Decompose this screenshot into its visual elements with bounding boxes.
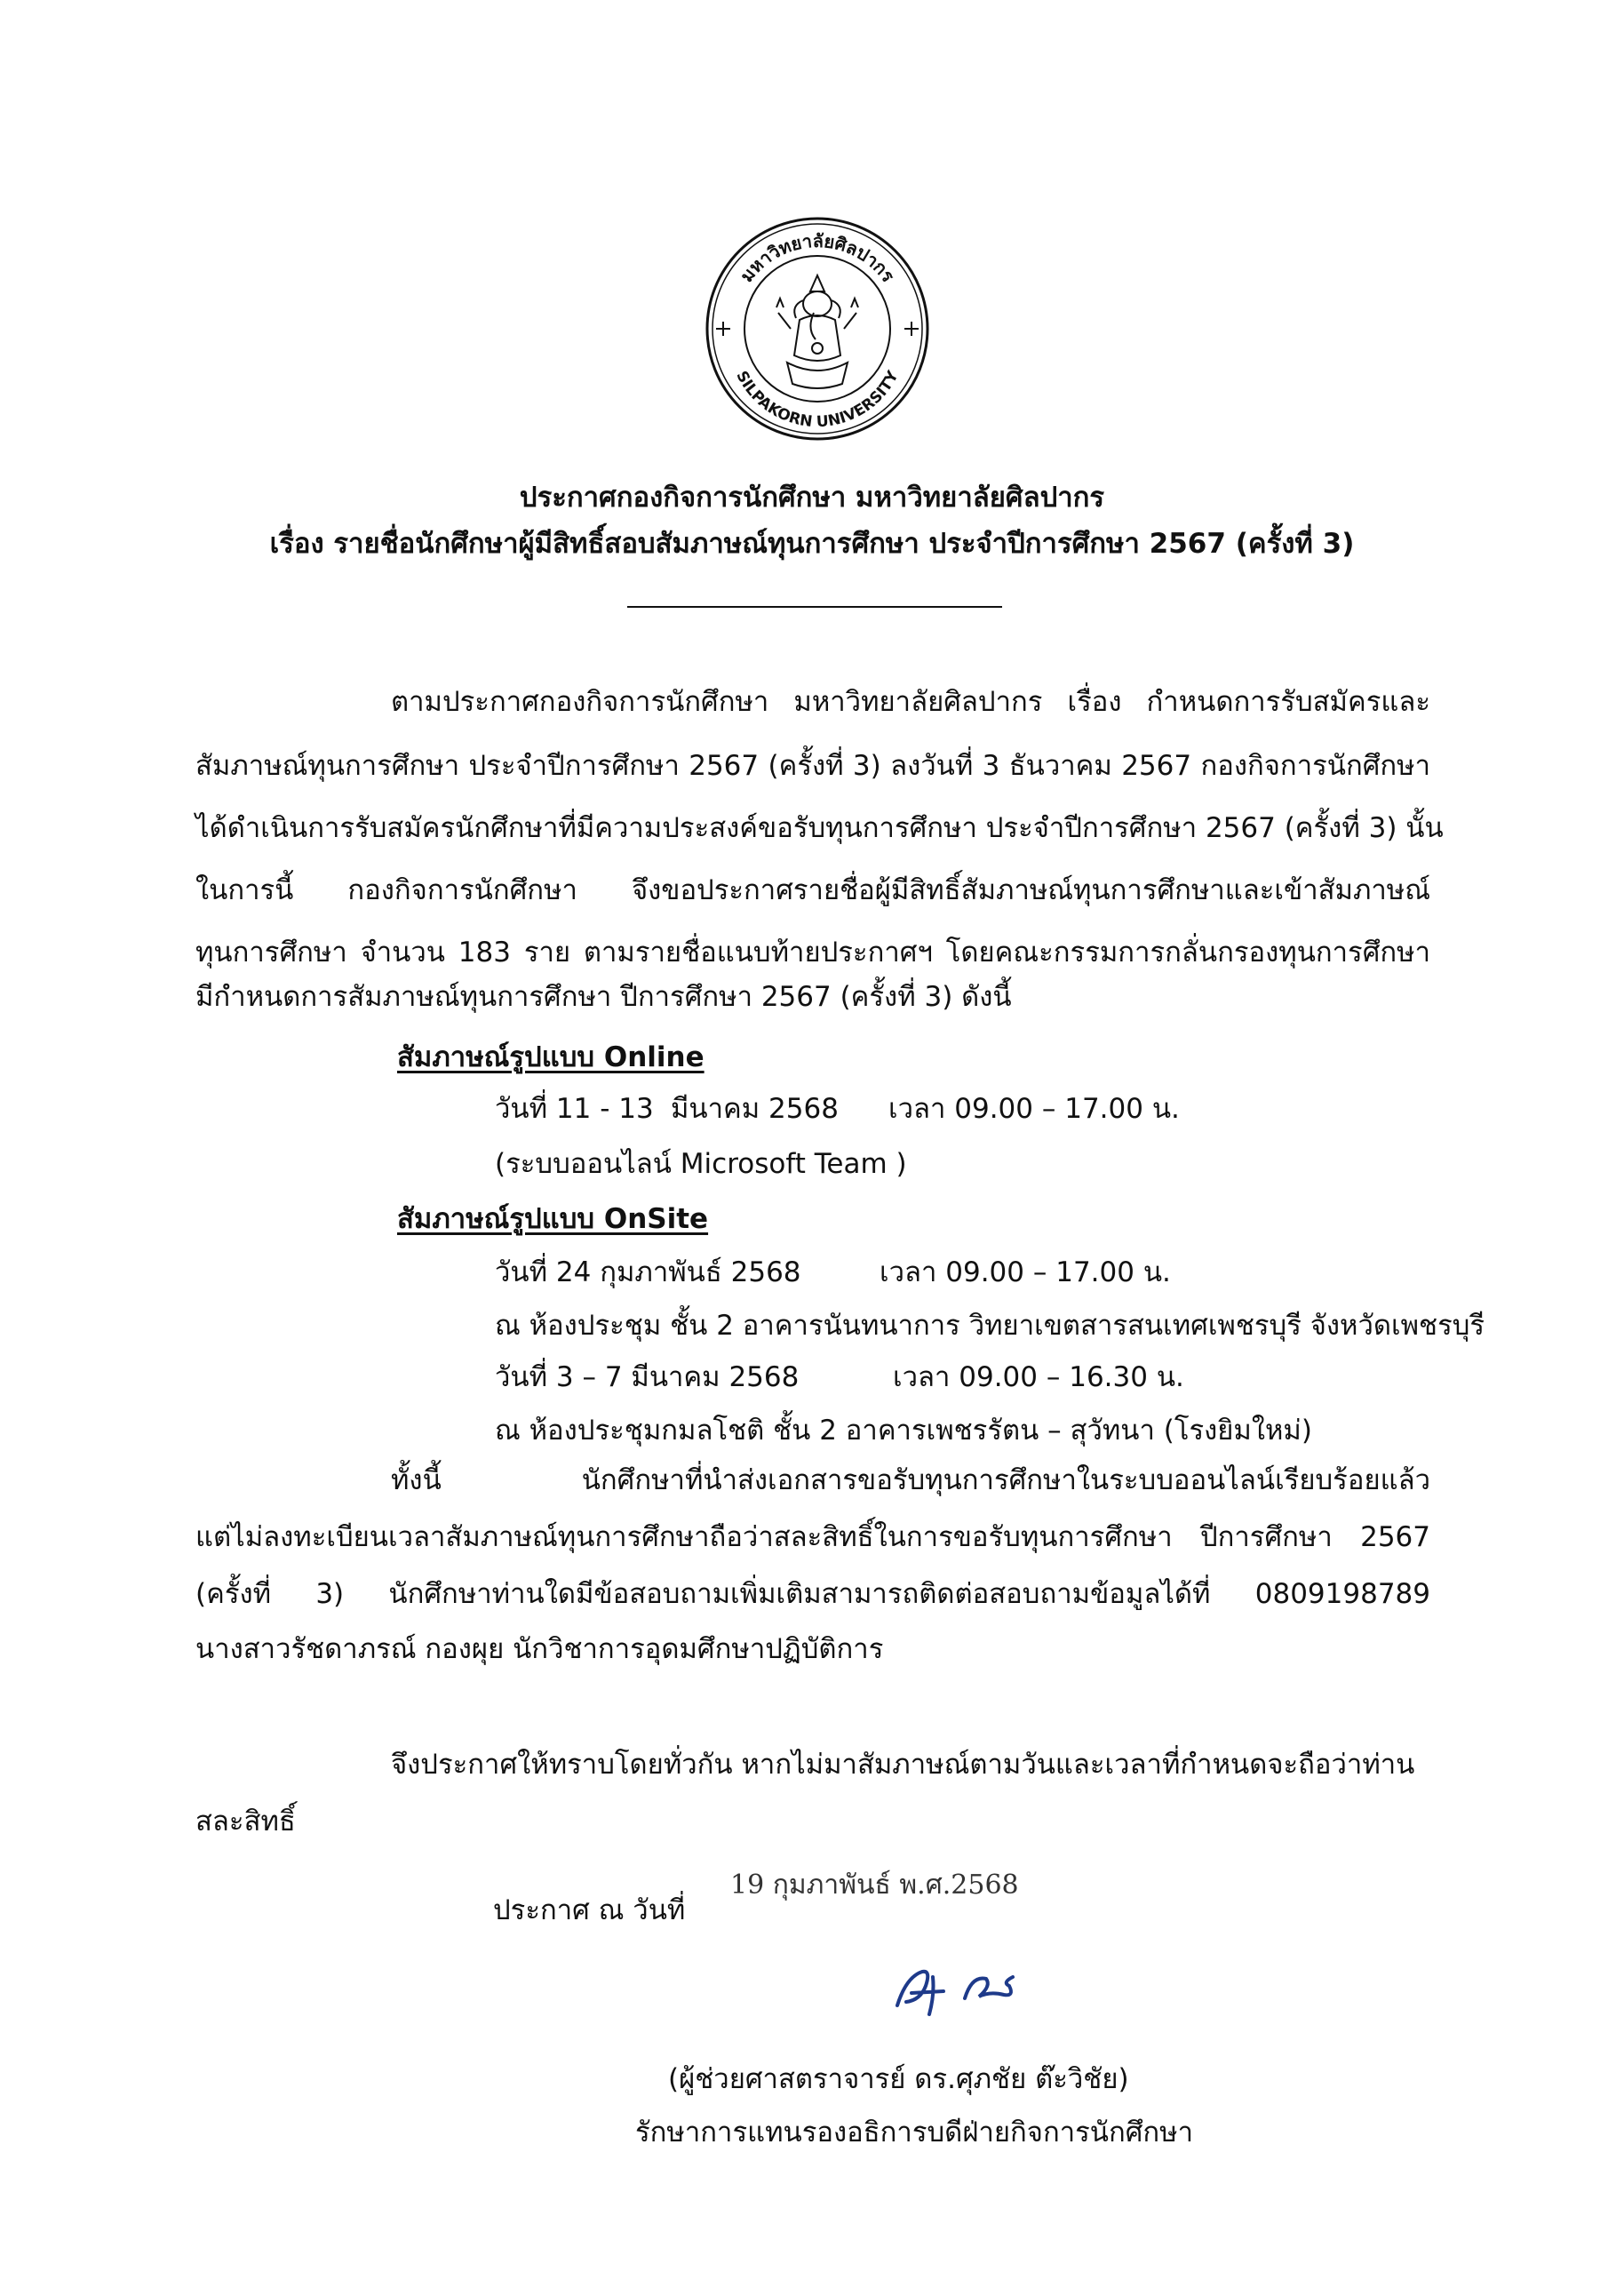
signatory-position: รักษาการแทนรองอธิการบดีฝ่ายกิจการนักศึกษา bbox=[635, 2117, 1194, 2149]
onsite-heading: สัมภาษณ์รูปแบบ OnSite bbox=[397, 1203, 709, 1235]
body-line: นางสาวรัชดาภรณ์ กองผุย นักวิชาการอุดมศึกษาปฏิบัติการ bbox=[195, 1633, 884, 1665]
signature bbox=[880, 1959, 1039, 2021]
onsite-place-2: ณ ห้องประชุมกมลโชติ ชั้น 2 อาคารเพชรรัตน – สุวัทนา (โรงยิมใหม่) bbox=[495, 1415, 1312, 1447]
body-line: ในการนี้ กองกิจการนักศึกษา จึงขอประกาศรายชื่อผู้มีสิทธิ์สัมภาษณ์ทุนการศึกษาและเข้าสัมภาษณ์ bbox=[195, 874, 1430, 906]
title-divider bbox=[627, 606, 1002, 608]
body-line: ทั้งนี้ นักศึกษาที่นำส่งเอกสารขอรับทุนการศึกษาในระบบออนไลน์เรียบร้อยแล้ว bbox=[391, 1464, 1430, 1496]
onsite-time-1: เวลา 09.00 – 17.00 น. bbox=[880, 1256, 1171, 1288]
body-line: ทุนการศึกษา จำนวน 183 ราย ตามรายชื่อแนบท้ายประกาศฯ โดยคณะกรรมการกลั่นกรองทุนการศึกษา bbox=[195, 937, 1430, 969]
online-time: เวลา 09.00 – 17.00 น. bbox=[888, 1093, 1180, 1125]
onsite-place-1: ณ ห้องประชุม ชั้น 2 อาคารนันทนาการ วิทยาเขตสารสนเทศเพชรบุรี จังหวัดเพชรบุรี bbox=[495, 1310, 1485, 1342]
onsite-date-2: วันที่ 3 – 7 มีนาคม 2568 bbox=[495, 1361, 800, 1393]
body-line: สละสิทธิ์ bbox=[195, 1806, 296, 1838]
onsite-date-1: วันที่ 24 กุมภาพันธ์ 2568 bbox=[495, 1256, 801, 1288]
university-seal bbox=[702, 213, 933, 444]
online-month: มีนาคม 2568 bbox=[671, 1093, 839, 1125]
online-heading: สัมภาษณ์รูปแบบ Online bbox=[397, 1041, 705, 1073]
announcement-title: ประกาศกองกิจการนักศึกษา มหาวิทยาลัยศิลปากร bbox=[519, 482, 1105, 514]
body-line: (ครั้งที่ 3) นักศึกษาท่านใดมีข้อสอบถามเพิ่มเติมสามารถติดต่อสอบถามข้อมูลได้ที่ 0809198789 bbox=[195, 1578, 1430, 1610]
body-line: จึงประกาศให้ทราบโดยทั่วกัน หากไม่มาสัมภาษณ์ตามวันและเวลาที่กำหนดจะถือว่าท่าน bbox=[391, 1749, 1415, 1781]
body-line: แต่ไม่ลงทะเบียนเวลาสัมภาษณ์ทุนการศึกษาถือว่าสละสิทธิ์ในการขอรับทุนการศึกษา ปีการศึกษา 2567 bbox=[195, 1521, 1430, 1553]
announcement-subject: เรื่อง รายชื่อนักศึกษาผู้มีสิทธิ์สอบสัมภาษณ์ทุนการศึกษา ประจำปีการศึกษา 2567 (ครั้งที่ 3) bbox=[269, 528, 1355, 560]
seal-bottom-text: SILPAKORN UNIVERSITY bbox=[732, 368, 903, 432]
seal-top-text: มหาวิทยาลัยศิลปากร bbox=[736, 229, 899, 286]
announce-date: 19 กุมภาพันธ์ พ.ศ.2568 bbox=[730, 1869, 1019, 1901]
announce-label: ประกาศ ณ วันที่ bbox=[493, 1894, 686, 1926]
online-date: วันที่ 11 - 13 bbox=[495, 1093, 654, 1125]
body-line: มีกำหนดการสัมภาษณ์ทุนการศึกษา ปีการศึกษา 2567 (ครั้งที่ 3) ดังนี้ bbox=[195, 981, 1012, 1013]
ganesha-emblem bbox=[776, 275, 858, 388]
online-system: (ระบบออนไลน์ Microsoft Team ) bbox=[495, 1148, 907, 1180]
body-line: ตามประกาศกองกิจการนักศึกษา มหาวิทยาลัยศิลปากร เรื่อง กำหนดการรับสมัครและ bbox=[391, 686, 1430, 718]
signatory-name: (ผู้ช่วยศาสตราจารย์ ดร.ศุภชัย ต๊ะวิชัย) bbox=[668, 2063, 1129, 2095]
onsite-time-2: เวลา 09.00 – 16.30 น. bbox=[893, 1361, 1184, 1393]
body-line: ได้ดำเนินการรับสมัครนักศึกษาที่มีความประสงค์ขอรับทุนการศึกษา ประจำปีการศึกษา 2567 (ครั้งที่ 3) นั้น bbox=[195, 812, 1444, 844]
body-line: สัมภาษณ์ทุนการศึกษา ประจำปีการศึกษา 2567 (ครั้งที่ 3) ลงวันที่ 3 ธันวาคม 2567 กองกิจการนักศึกษา bbox=[195, 750, 1430, 782]
